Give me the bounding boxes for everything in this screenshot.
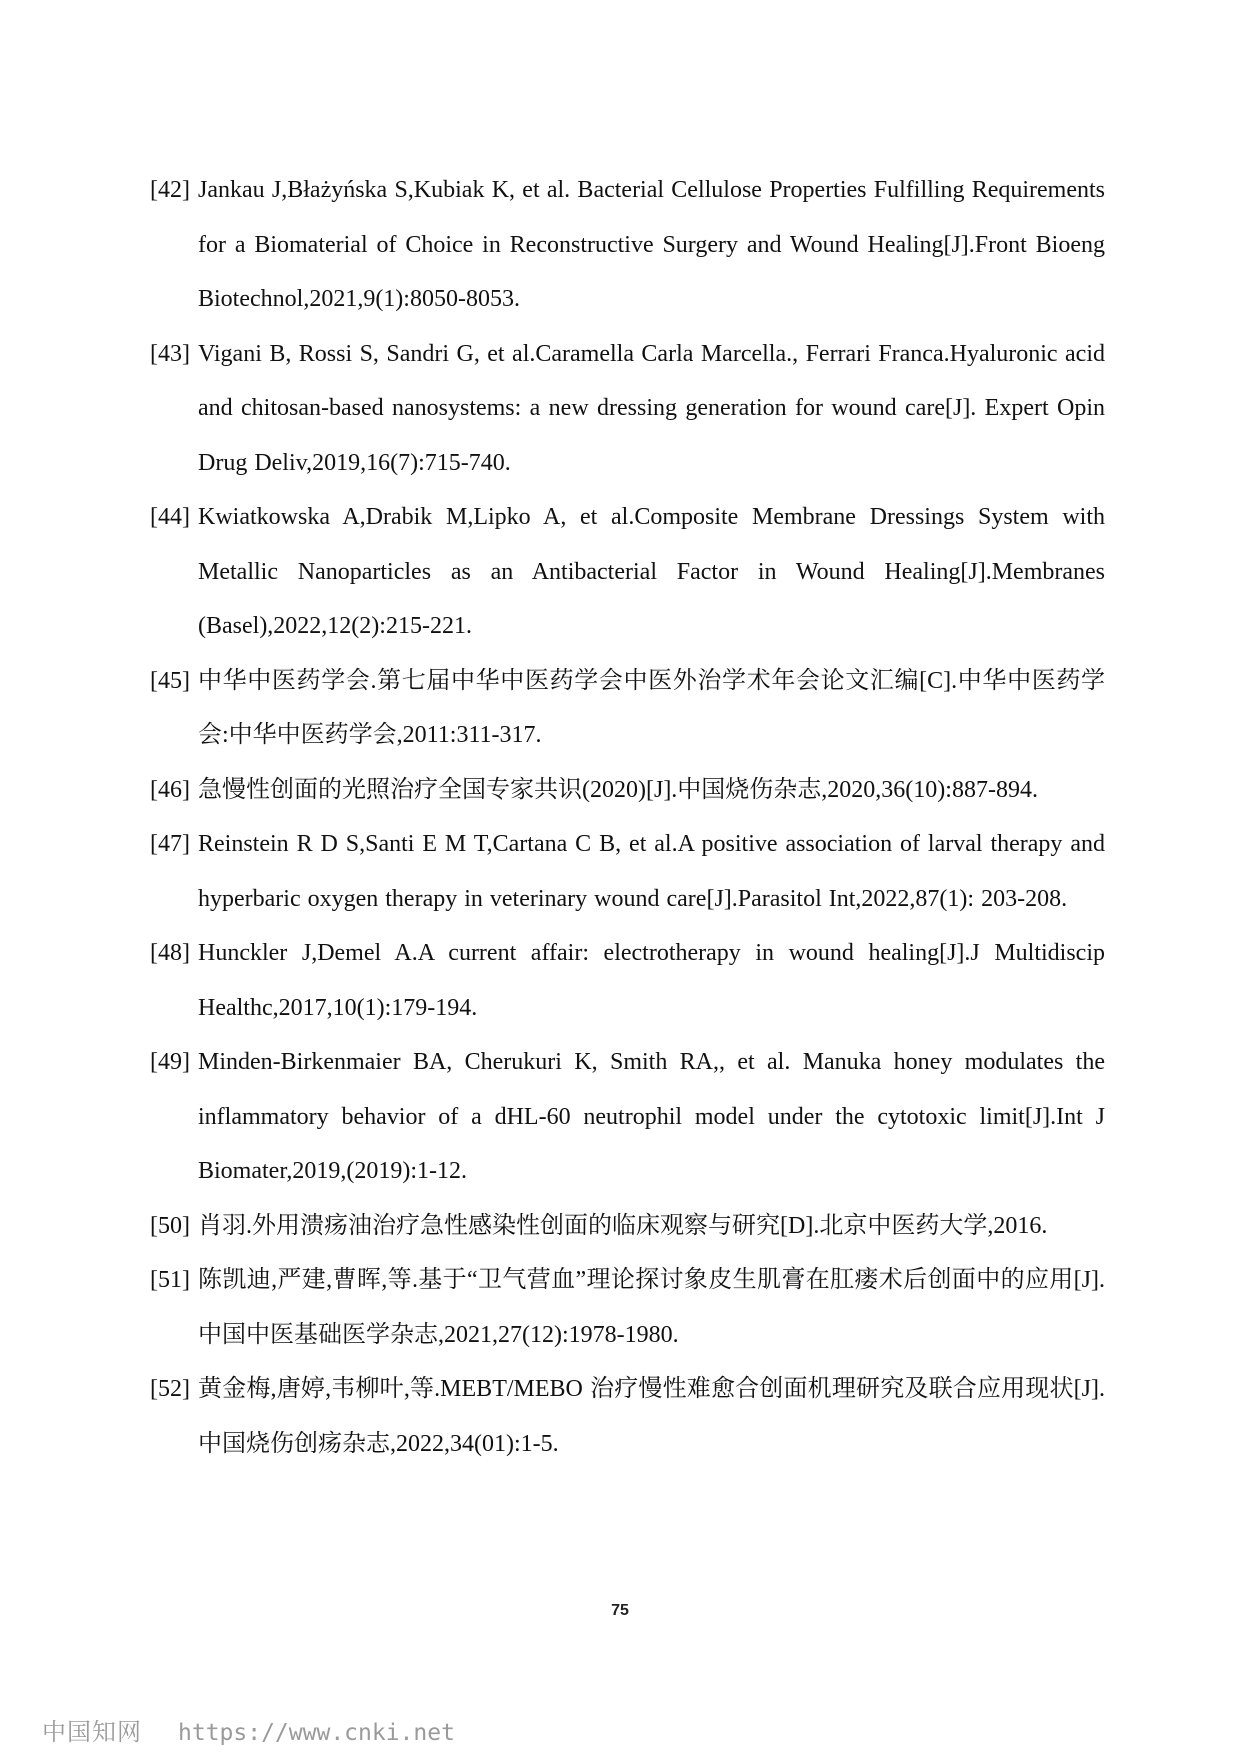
reference-text: 肖羽.外用溃疡油治疗急性感染性创面的临床观察与研究[D].北京中医药大学,2016. bbox=[198, 1212, 1048, 1239]
reference-text: Minden-Birkenmaier BA, Cherukuri K, Smith RA,, et al. Manuka honey modulates the inflammatory behavior of a dHL-60 neutrophil model under the cytotoxic limit[J].Int J Biomater,2019,(2019):1-12. bbox=[198, 1049, 1105, 1184]
reference-text: Reinstein R D S,Santi E M T,Cartana C B, et al.A positive association of larval therapy and hyperbaric oxygen therapy in veterinary wound care[J].Parasitol Int,2022,87(1): 203-208. bbox=[198, 831, 1105, 912]
reference-item bbox=[150, 490, 1105, 654]
reference-item bbox=[150, 327, 1105, 491]
reference-item bbox=[150, 926, 1105, 1035]
cnki-logo-text: 中国知网 bbox=[42, 1718, 142, 1746]
reference-item bbox=[150, 1362, 1105, 1471]
reference-number: [45] bbox=[150, 667, 190, 694]
reference-text: 陈凯迪,严建,曹晖,等.基于“卫气营血”理论探讨象皮生肌膏在肛瘘术后创面中的应用[J].中国中医基础医学杂志,2021,27(12):1978-1980. bbox=[198, 1267, 1105, 1348]
reference-number: [52] bbox=[150, 1376, 190, 1402]
reference-number: [46] bbox=[150, 776, 190, 803]
reference-item bbox=[150, 1199, 1105, 1254]
reference-item bbox=[150, 1035, 1105, 1199]
reference-number: [43] bbox=[150, 340, 190, 367]
reference-number: [44] bbox=[150, 504, 190, 530]
reference-text: Hunckler J,Demel A.A current affair: electrotherapy in wound healing[J].J Multidiscip Healthc,2017,10(1):179-194. bbox=[198, 940, 1105, 1021]
reference-number: [50] bbox=[150, 1212, 190, 1239]
reference-list bbox=[150, 163, 1105, 1471]
reference-item bbox=[150, 817, 1105, 926]
reference-number: [48] bbox=[150, 940, 190, 966]
reference-text: Jankau J,Błażyńska S,Kubiak K, et al. Bacterial Cellulose Properties Fulfilling Requirements for a Biomaterial of Choice in Reconstructive Surgery and Wound Healing[J].Front Bioeng Biotechnol,2021,9(1):8050-8053. bbox=[198, 177, 1105, 312]
reference-text: Kwiatkowska A,Drabik M,Lipko A, et al.Composite Membrane Dressings System with Metallic Nanoparticles as an Antibacterial Factor in Wound Healing[J].Membranes (Basel),2022,12(2):215-221. bbox=[198, 504, 1105, 639]
page-number: 75 bbox=[611, 1602, 629, 1619]
footer-watermark bbox=[42, 1712, 455, 1747]
reference-text: 中华中医药学会.第七届中华中医药学会中医外治学术年会论文汇编[C].中华中医药学会:中华中医药学会,2011:311-317. bbox=[198, 667, 1105, 748]
reference-text: Vigani B, Rossi S, Sandri G, et al.Caramella Carla Marcella., Ferrari Franca.Hyaluronic acid and chitosan-based nanosystems: a new dressing generation for wound care[J]. Expert Opin Drug Deliv,2019,16(7):715-740. bbox=[198, 340, 1105, 476]
reference-item bbox=[150, 654, 1105, 763]
reference-number: [49] bbox=[150, 1049, 190, 1075]
reference-item bbox=[150, 763, 1105, 818]
reference-text: 急慢性创面的光照治疗全国专家共识(2020)[J].中国烧伤杂志,2020,36(10):887-894. bbox=[198, 776, 1038, 803]
reference-number: [42] bbox=[150, 177, 190, 203]
reference-item bbox=[150, 163, 1105, 327]
reference-item bbox=[150, 1253, 1105, 1362]
reference-number: [47] bbox=[150, 831, 190, 857]
reference-text: 黄金梅,唐婷,韦柳叶,等.MEBT/MEBO 治疗慢性难愈合创面机理研究及联合应用现状[J].中国烧伤创疡杂志,2022,34(01):1-5. bbox=[198, 1376, 1105, 1457]
footer-url: https://www.cnki.net bbox=[178, 1720, 455, 1746]
reference-number: [51] bbox=[150, 1267, 190, 1293]
